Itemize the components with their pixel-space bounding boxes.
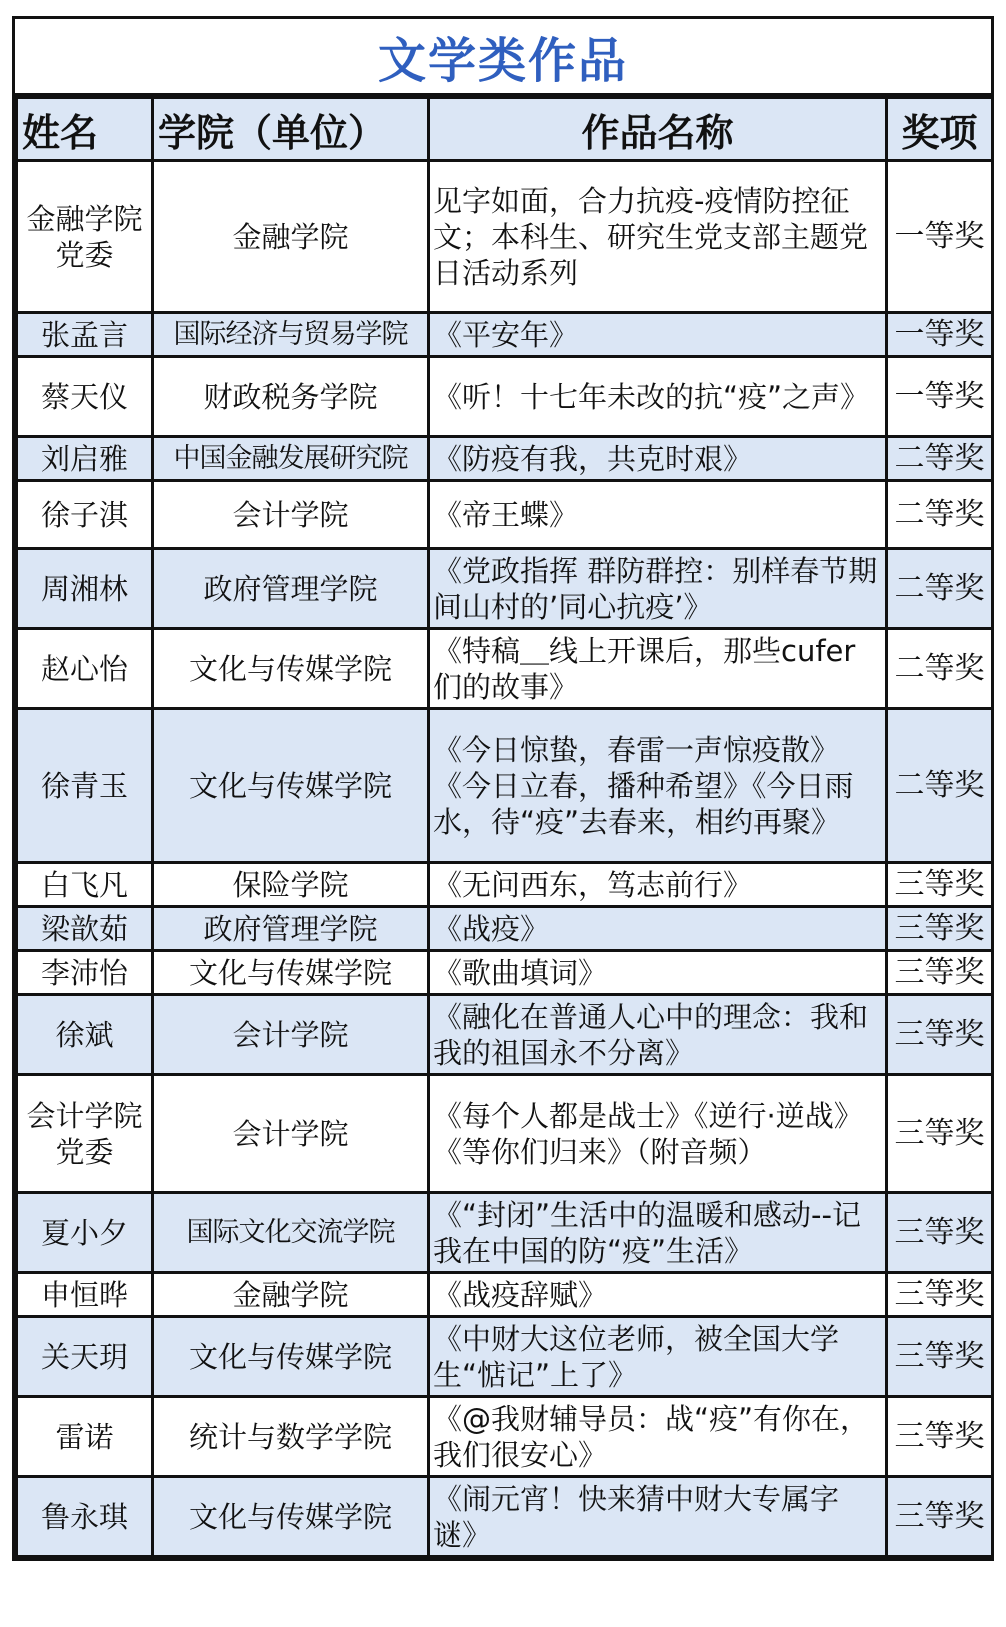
cell-work: 《听！十七年未改的抗“疫”之声》 — [429, 357, 887, 437]
table-row — [17, 629, 993, 709]
cell-award: 三等奖 — [887, 995, 993, 1075]
cell-name: 赵心怡 — [17, 629, 153, 709]
cell-college: 中国金融发展研究院 — [153, 437, 429, 481]
cell-college: 文化与传媒学院 — [153, 1477, 429, 1557]
cell-name: 白飞凡 — [17, 863, 153, 907]
cell-award: 二等奖 — [887, 709, 993, 863]
cell-college: 金融学院 — [153, 161, 429, 313]
cell-work: 《帝王蝶》 — [429, 481, 887, 549]
table-row — [17, 1397, 993, 1477]
cell-name: 金融学院党委 — [17, 161, 153, 313]
cell-name: 周湘林 — [17, 549, 153, 629]
table-row — [17, 161, 993, 313]
cell-award: 一等奖 — [887, 161, 993, 313]
table-row — [17, 1477, 993, 1557]
cell-college: 会计学院 — [153, 481, 429, 549]
cell-name: 雷诺 — [17, 1397, 153, 1477]
awards-sheet — [12, 16, 994, 1561]
table-row — [17, 709, 993, 863]
cell-college: 金融学院 — [153, 1273, 429, 1317]
cell-award: 三等奖 — [887, 1397, 993, 1477]
cell-work: 《无问西东，笃志前行》 — [429, 863, 887, 907]
cell-award: 二等奖 — [887, 437, 993, 481]
cell-work: 《中财大这位老师，被全国大学生“惦记”上了》 — [429, 1317, 887, 1397]
cell-name: 李沛怡 — [17, 951, 153, 995]
table-row — [17, 357, 993, 437]
cell-name: 申恒晔 — [17, 1273, 153, 1317]
awards-table — [15, 96, 994, 1558]
cell-work: 《闹元宵！快来猜中财大专属字谜》 — [429, 1477, 887, 1557]
cell-college: 文化与传媒学院 — [153, 1317, 429, 1397]
cell-name: 刘启雅 — [17, 437, 153, 481]
cell-work: 《@我财辅导员：战“疫”有你在，我们很安心》 — [429, 1397, 887, 1477]
table-row — [17, 1317, 993, 1397]
header-name: 姓名 — [17, 98, 153, 161]
cell-work: 《每个人都是战士》《逆行·逆战》《等你们归来》（附音频） — [429, 1075, 887, 1193]
header-award: 奖项 — [887, 98, 993, 161]
cell-award: 三等奖 — [887, 1193, 993, 1273]
table-row — [17, 1075, 993, 1193]
cell-name: 蔡天仪 — [17, 357, 153, 437]
cell-name: 会计学院党委 — [17, 1075, 153, 1193]
cell-work: 见字如面，合力抗疫-疫情防控征文；本科生、研究生党支部主题党日活动系列 — [429, 161, 887, 313]
cell-college: 会计学院 — [153, 1075, 429, 1193]
cell-award: 二等奖 — [887, 549, 993, 629]
cell-name: 徐子淇 — [17, 481, 153, 549]
cell-award: 三等奖 — [887, 1477, 993, 1557]
cell-college: 保险学院 — [153, 863, 429, 907]
cell-college: 文化与传媒学院 — [153, 951, 429, 995]
cell-award: 三等奖 — [887, 1317, 993, 1397]
cell-award: 三等奖 — [887, 1273, 993, 1317]
cell-work: 《特稿＿线上开课后，那些cufer们的故事》 — [429, 629, 887, 709]
cell-name: 夏小夕 — [17, 1193, 153, 1273]
cell-name: 关天玥 — [17, 1317, 153, 1397]
cell-work: 《“封闭”生活中的温暖和感动--记我在中国的防“疫”生活》 — [429, 1193, 887, 1273]
table-row — [17, 995, 993, 1075]
cell-work: 《防疫有我，共克时艰》 — [429, 437, 887, 481]
cell-work: 《战疫》 — [429, 907, 887, 951]
table-row — [17, 1193, 993, 1273]
cell-college: 国际经济与贸易学院 — [153, 313, 429, 357]
cell-award: 二等奖 — [887, 481, 993, 549]
cell-college: 文化与传媒学院 — [153, 629, 429, 709]
cell-award: 一等奖 — [887, 357, 993, 437]
cell-name: 徐青玉 — [17, 709, 153, 863]
cell-award: 三等奖 — [887, 907, 993, 951]
header-work: 作品名称 — [429, 98, 887, 161]
cell-award: 一等奖 — [887, 313, 993, 357]
table-row — [17, 481, 993, 549]
table-row — [17, 863, 993, 907]
table-row — [17, 437, 993, 481]
cell-work: 《党政指挥 群防群控：别样春节期间山村的’同心抗疫’》 — [429, 549, 887, 629]
cell-work: 《今日惊蛰，春雷一声惊疫散》《今日立春，播种希望》《今日雨水，待“疫”去春来，相约再聚》 — [429, 709, 887, 863]
cell-name: 徐斌 — [17, 995, 153, 1075]
cell-name: 梁歆茹 — [17, 907, 153, 951]
table-row — [17, 549, 993, 629]
cell-award: 二等奖 — [887, 629, 993, 709]
cell-name: 鲁永琪 — [17, 1477, 153, 1557]
table-row — [17, 907, 993, 951]
cell-award: 三等奖 — [887, 951, 993, 995]
cell-award: 三等奖 — [887, 863, 993, 907]
table-row — [17, 1273, 993, 1317]
header-row — [17, 98, 993, 161]
cell-work: 《歌曲填词》 — [429, 951, 887, 995]
cell-award: 三等奖 — [887, 1075, 993, 1193]
page-title: 文学类作品 — [15, 19, 991, 96]
cell-college: 政府管理学院 — [153, 549, 429, 629]
cell-college: 财政税务学院 — [153, 357, 429, 437]
table-row — [17, 313, 993, 357]
cell-work: 《战疫辞赋》 — [429, 1273, 887, 1317]
cell-name: 张孟言 — [17, 313, 153, 357]
cell-college: 统计与数学学院 — [153, 1397, 429, 1477]
cell-work: 《平安年》 — [429, 313, 887, 357]
cell-college: 会计学院 — [153, 995, 429, 1075]
cell-college: 国际文化交流学院 — [153, 1193, 429, 1273]
table-row — [17, 951, 993, 995]
cell-college: 文化与传媒学院 — [153, 709, 429, 863]
cell-work: 《融化在普通人心中的理念：我和我的祖国永不分离》 — [429, 995, 887, 1075]
cell-college: 政府管理学院 — [153, 907, 429, 951]
header-college: 学院（单位） — [153, 98, 429, 161]
